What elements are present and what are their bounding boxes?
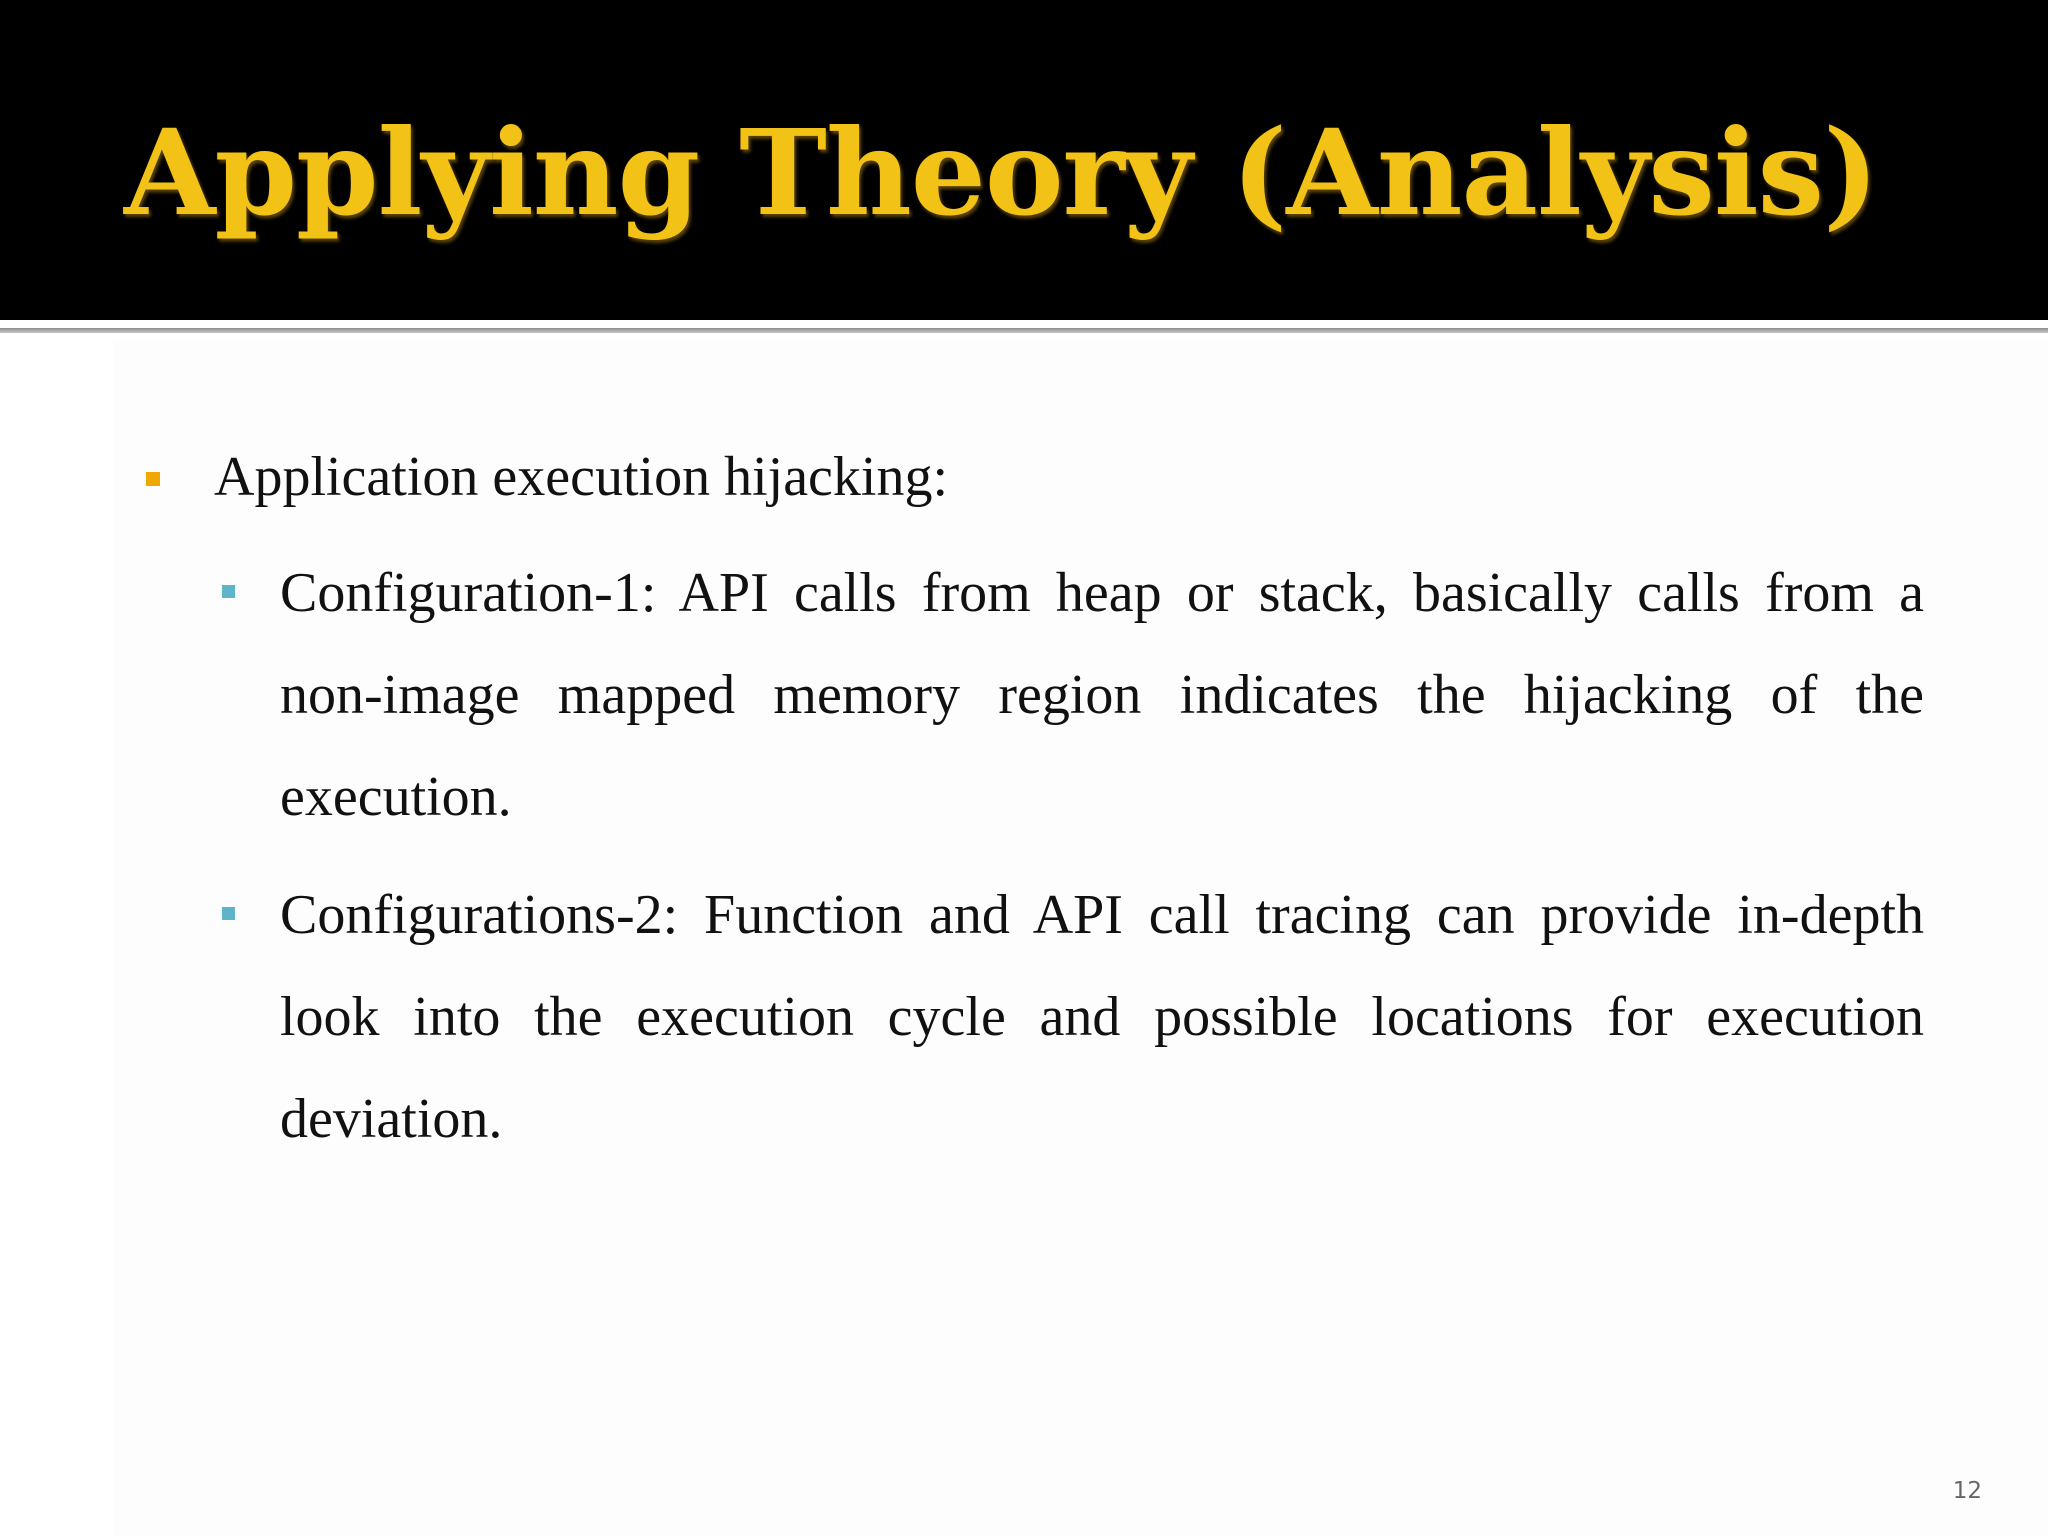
square-bullet-icon [146, 472, 160, 486]
bullet-level1-text: Application execution hijacking: [214, 446, 949, 508]
title-divider-white [0, 320, 2048, 328]
sub-bullet-text: Configuration-1: API calls from heap or stack, basically calls from a non-image mapped memory region indicates the hijacking of the execution. [280, 562, 1924, 828]
page-number: 12 [1952, 1478, 1982, 1504]
square-bullet-icon [222, 907, 235, 920]
square-bullet-icon [222, 585, 235, 598]
slide-title: Applying Theory (Analysis) [124, 103, 1878, 242]
title-divider-rule [0, 328, 2048, 333]
sub-bullet-text: Configurations-2: Function and API call tracing can provide in-depth look into the execution cycle and possible locations for execution deviation. [280, 884, 1924, 1150]
